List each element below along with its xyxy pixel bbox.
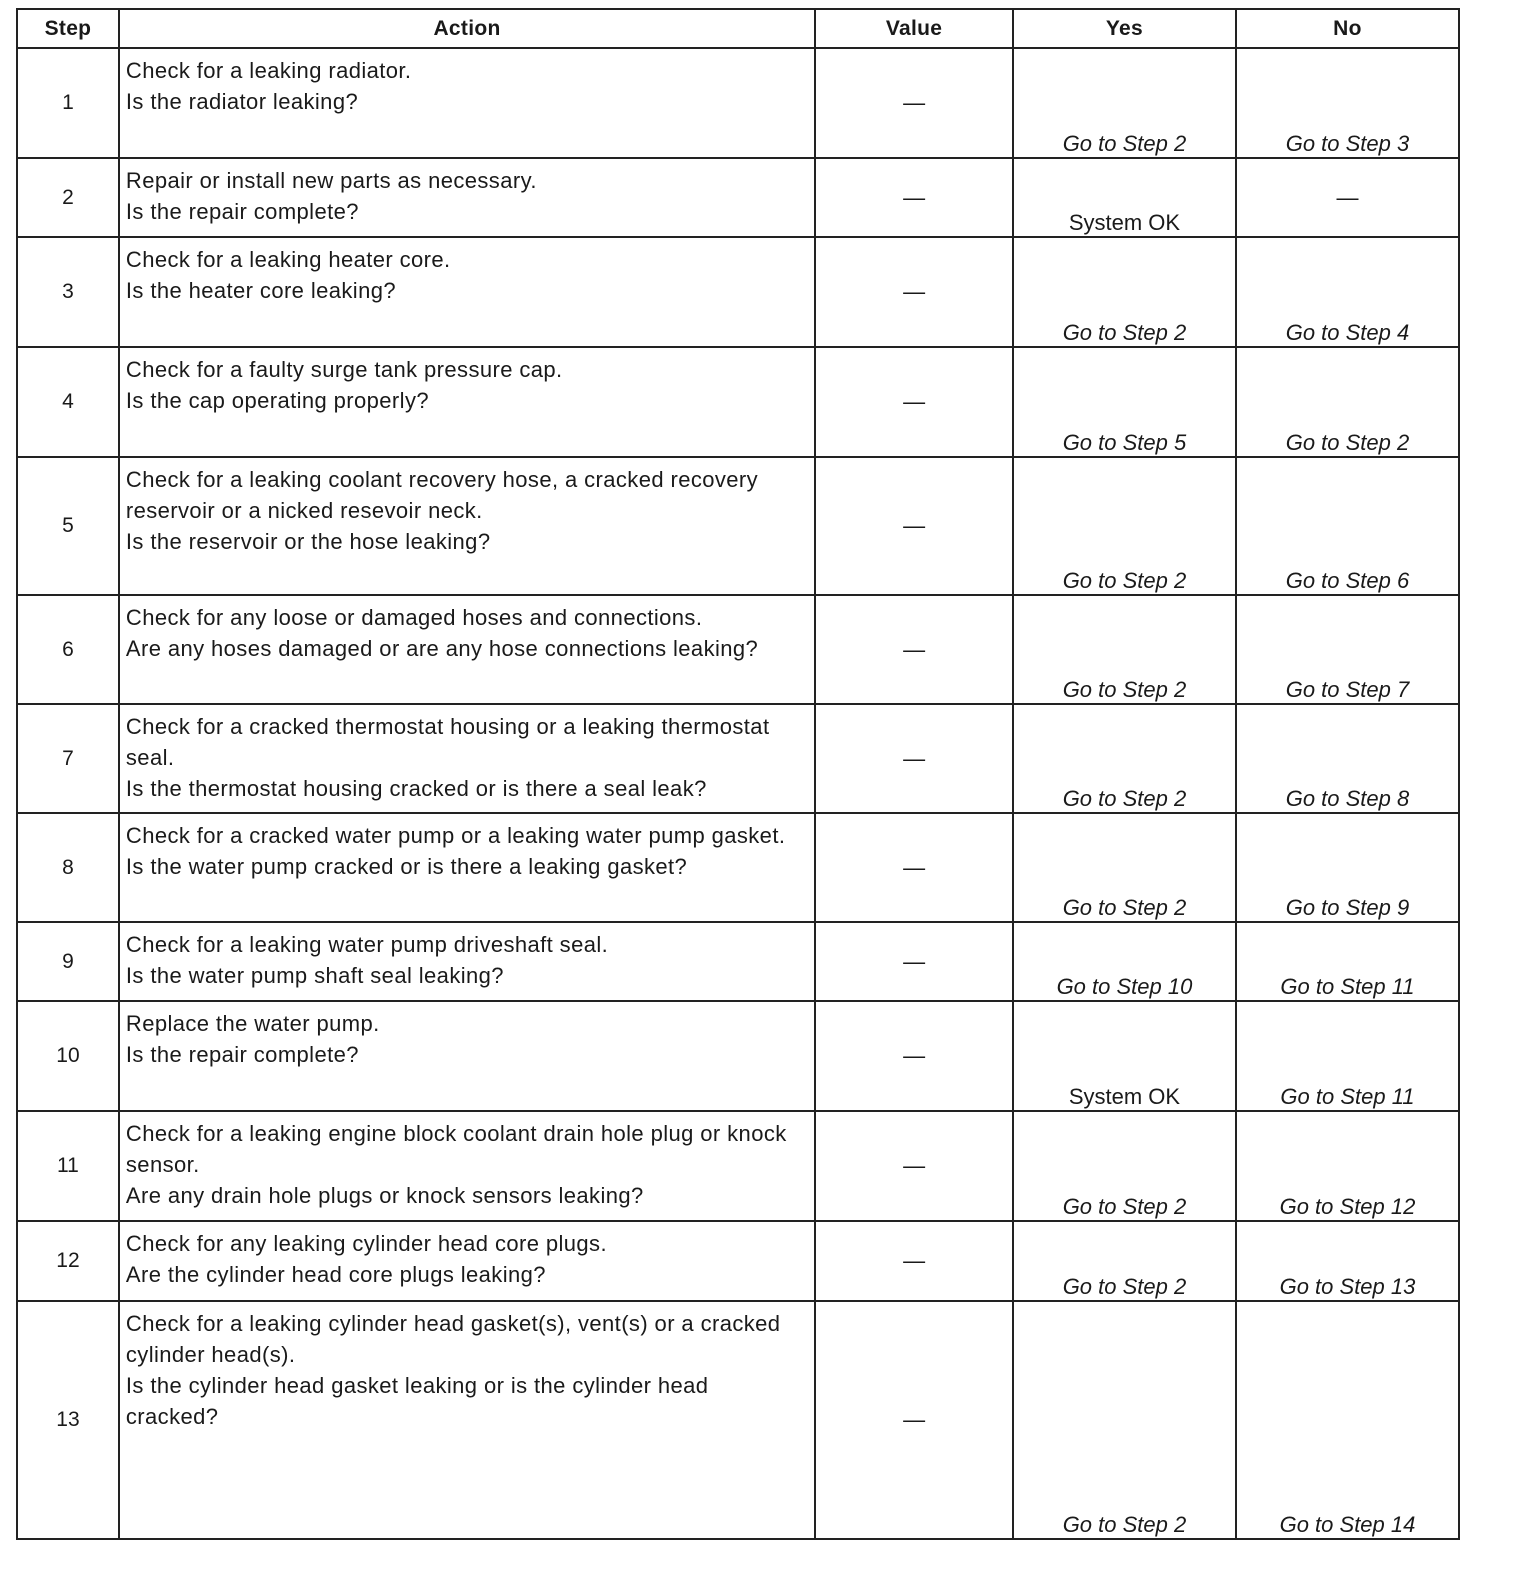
yes-cell: Go to Step 2 (1013, 1111, 1236, 1221)
action-question: Are any drain hole plugs or knock sensors leaking? (125, 1183, 644, 1208)
yes-cell: Go to Step 2 (1013, 1301, 1236, 1539)
value-cell: — (815, 595, 1013, 704)
table-row (17, 1111, 1459, 1221)
yes-cell: Go to Step 2 (1013, 704, 1236, 813)
step-number: 8 (17, 813, 119, 922)
action-cell (119, 704, 815, 813)
action-cell (119, 595, 815, 704)
value-cell: — (815, 704, 1013, 813)
table-row (17, 457, 1459, 595)
action-check: Check for a faulty surge tank pressure cap. (125, 357, 563, 382)
action-question: Is the cylinder head gasket leaking or is the cylinder head cracked? (125, 1373, 709, 1429)
action-question: Is the cap operating properly? (125, 388, 429, 413)
action-cell (119, 1221, 815, 1301)
no-cell: Go to Step 6 (1236, 457, 1459, 595)
header-yes: Yes (1013, 9, 1236, 48)
step-number: 1 (17, 48, 119, 158)
step-number: 7 (17, 704, 119, 813)
step-number: 11 (17, 1111, 119, 1221)
action-check: Check for a cracked thermostat housing or a leaking thermostat seal. (125, 714, 770, 770)
action-question: Is the thermostat housing cracked or is there a seal leak? (125, 776, 707, 801)
yes-cell: Go to Step 5 (1013, 347, 1236, 457)
no-cell: Go to Step 9 (1236, 813, 1459, 922)
step-number: 12 (17, 1221, 119, 1301)
value-cell: — (815, 1301, 1013, 1539)
table-row (17, 595, 1459, 704)
value-cell: — (815, 237, 1013, 347)
no-cell: Go to Step 3 (1236, 48, 1459, 158)
table-row (17, 1001, 1459, 1111)
action-cell (119, 347, 815, 457)
header-row (17, 9, 1459, 48)
no-cell: Go to Step 2 (1236, 347, 1459, 457)
value-cell: — (815, 158, 1013, 237)
action-check: Repair or install new parts as necessary. (125, 168, 537, 193)
header-value: Value (815, 9, 1013, 48)
action-check: Check for a leaking engine block coolant drain hole plug or knock sensor. (125, 1121, 787, 1177)
table-row (17, 1301, 1459, 1539)
table-row (17, 158, 1459, 237)
no-cell: Go to Step 14 (1236, 1301, 1459, 1539)
step-number: 3 (17, 237, 119, 347)
yes-cell: Go to Step 2 (1013, 1221, 1236, 1301)
action-check: Check for a leaking radiator. (125, 58, 412, 83)
action-cell (119, 158, 815, 237)
action-question: Are the cylinder head core plugs leaking? (125, 1262, 546, 1287)
yes-cell: Go to Step 2 (1013, 595, 1236, 704)
value-cell: — (815, 48, 1013, 158)
diagnostic-table (16, 8, 1460, 1540)
no-cell: Go to Step 12 (1236, 1111, 1459, 1221)
yes-cell: Go to Step 2 (1013, 237, 1236, 347)
action-cell (119, 48, 815, 158)
step-number: 2 (17, 158, 119, 237)
table-row (17, 237, 1459, 347)
table-row (17, 813, 1459, 922)
yes-cell: System OK (1013, 158, 1236, 237)
value-cell: — (815, 813, 1013, 922)
value-cell: — (815, 1111, 1013, 1221)
value-cell: — (815, 347, 1013, 457)
no-cell: Go to Step 8 (1236, 704, 1459, 813)
no-cell: Go to Step 7 (1236, 595, 1459, 704)
action-question: Is the water pump cracked or is there a leaking gasket? (125, 854, 688, 879)
action-check: Check for a leaking coolant recovery hose, a cracked recovery reservoir or a nicked resevoir neck. (125, 467, 759, 523)
action-question: Are any hoses damaged or are any hose connections leaking? (125, 636, 759, 661)
no-cell: Go to Step 13 (1236, 1221, 1459, 1301)
yes-cell: System OK (1013, 1001, 1236, 1111)
no-cell: Go to Step 11 (1236, 1001, 1459, 1111)
no-cell: — (1236, 158, 1459, 237)
yes-cell: Go to Step 2 (1013, 48, 1236, 158)
yes-cell: Go to Step 2 (1013, 457, 1236, 595)
header-action: Action (119, 9, 815, 48)
action-check: Check for a leaking cylinder head gasket(s), vent(s) or a cracked cylinder head(s). (125, 1311, 781, 1367)
table-row (17, 1221, 1459, 1301)
step-number: 9 (17, 922, 119, 1001)
step-number: 6 (17, 595, 119, 704)
action-check: Check for a leaking heater core. (125, 247, 451, 272)
action-cell (119, 922, 815, 1001)
value-cell: — (815, 457, 1013, 595)
action-cell (119, 813, 815, 922)
yes-cell: Go to Step 2 (1013, 813, 1236, 922)
action-check: Replace the water pump. (125, 1011, 380, 1036)
action-question: Is the repair complete? (125, 199, 359, 224)
step-number: 5 (17, 457, 119, 595)
table-row (17, 704, 1459, 813)
step-number: 13 (17, 1301, 119, 1539)
yes-cell: Go to Step 10 (1013, 922, 1236, 1001)
action-cell (119, 1001, 815, 1111)
action-check: Check for any leaking cylinder head core plugs. (125, 1231, 607, 1256)
action-cell (119, 1301, 815, 1539)
table-row (17, 347, 1459, 457)
header-no: No (1236, 9, 1459, 48)
action-cell (119, 237, 815, 347)
action-question: Is the reservoir or the hose leaking? (125, 529, 491, 554)
table-row (17, 922, 1459, 1001)
action-question: Is the heater core leaking? (125, 278, 396, 303)
value-cell: — (815, 1001, 1013, 1111)
step-number: 10 (17, 1001, 119, 1111)
action-question: Is the water pump shaft seal leaking? (125, 963, 504, 988)
step-number: 4 (17, 347, 119, 457)
action-question: Is the radiator leaking? (125, 89, 359, 114)
header-step: Step (17, 9, 119, 48)
no-cell: Go to Step 4 (1236, 237, 1459, 347)
value-cell: — (815, 1221, 1013, 1301)
no-cell: Go to Step 11 (1236, 922, 1459, 1001)
action-cell (119, 457, 815, 595)
action-check: Check for a leaking water pump driveshaft seal. (125, 932, 609, 957)
action-check: Check for a cracked water pump or a leaking water pump gasket. (125, 823, 786, 848)
table-row (17, 48, 1459, 158)
value-cell: — (815, 922, 1013, 1001)
action-check: Check for any loose or damaged hoses and connections. (125, 605, 703, 630)
action-cell (119, 1111, 815, 1221)
action-question: Is the repair complete? (125, 1042, 359, 1067)
